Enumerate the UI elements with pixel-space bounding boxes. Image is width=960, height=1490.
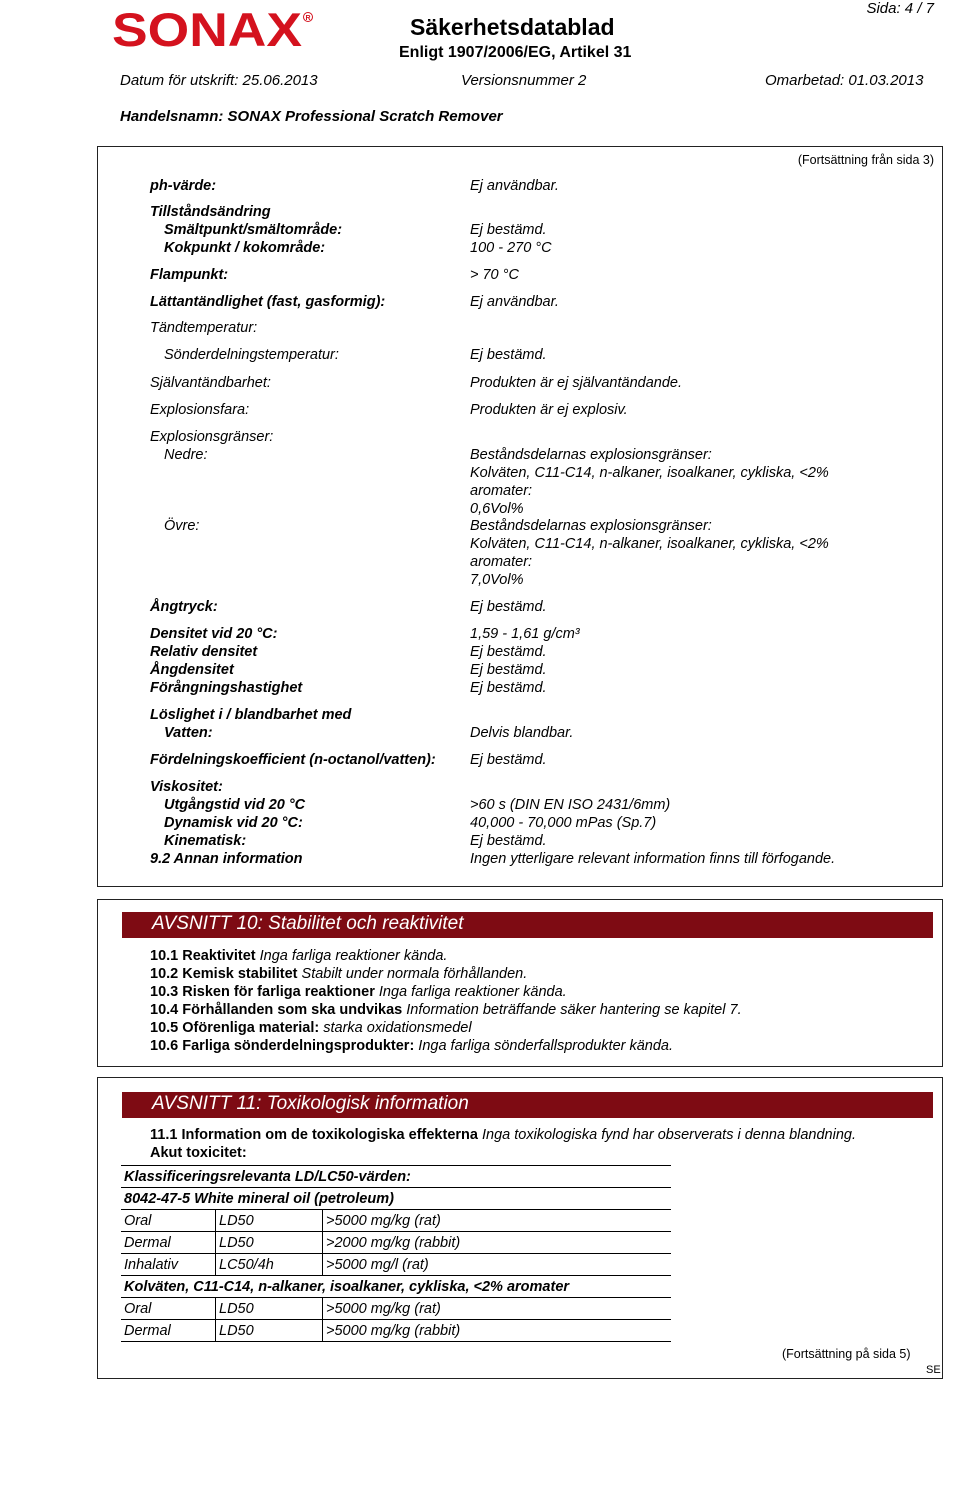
self-ignition-label: Självantändbarhet: [150, 375, 271, 391]
document-title: Säkerhetsdatablad [410, 14, 615, 40]
sonax-logo [112, 4, 322, 58]
other-info-value: Ingen ytterligare relevant information finns till förfogande. [470, 851, 836, 867]
ph-label: ph-värde: [150, 178, 217, 194]
upper-limit-line1: Beståndsdelarnas explosionsgränser: [470, 518, 712, 534]
document-subtitle: Enligt 1907/2006/EG, Artikel 31 [399, 44, 632, 61]
print-date: Datum för utskrift: 25.06.2013 [120, 72, 318, 89]
lower-limit-line3: aromater: [470, 483, 533, 499]
trade-name: Handelsnamn: SONAX Professional Scratch Remover [120, 108, 503, 125]
explosion-value: Produkten är ej explosiv. [470, 402, 628, 418]
toxicity-table-1 [121, 1165, 671, 1342]
boiling-value: 100 - 270 °C [470, 240, 552, 256]
decomposition-value: Ej bestämd. [470, 347, 547, 363]
flammability-value: Ej användbar. [470, 294, 559, 310]
conditions-avoid-line: 10.4 Förhållanden som ska undvikas Information beträffande säker hantering se kapitel 7. [150, 1002, 742, 1018]
table-row: Dermal LD50 >5000 mg/kg (rabbit) [121, 1320, 671, 1342]
lower-limit-line1: Beståndsdelarnas explosionsgränser: [470, 447, 712, 463]
stability-line: 10.2 Kemisk stabilitet Stabilt under normala förhållanden. [150, 966, 528, 982]
state-change-label: Tillståndsändring [150, 204, 271, 220]
continued-from: (Fortsättning från sida 3) [797, 153, 934, 167]
hazardous-reactions-line: 10.3 Risken för farliga reaktioner Inga farliga reaktioner kända. [150, 984, 567, 1000]
toxicology-info-line: 11.1 Information om de toxikologiska effekterna Inga toxikologiska fynd har observerats i denna blandning. [150, 1127, 857, 1143]
incompatible-materials-line: 10.5 Oförenliga material: starka oxidationsmedel [150, 1020, 472, 1036]
substance2-header: Kolväten, C11-C14, n-alkaner, isoalkaner, cykliska, <2% aromater [121, 1276, 671, 1298]
section11-title: AVSNITT 11: Toxikologisk information [152, 1093, 469, 1114]
dynamic-value: 40,000 - 70,000 mPas (Sp.7) [470, 815, 657, 831]
revised-date: Omarbetad: 01.03.2013 [765, 72, 924, 89]
vapour-density-value: Ej bestämd. [470, 662, 547, 678]
solubility-label: Löslighet i / blandbarhet med [150, 707, 352, 723]
ph-value: Ej användbar. [470, 178, 559, 194]
melting-label: Smältpunkt/smältområde: [164, 222, 343, 238]
evaporation-label: Förångningshastighet [150, 680, 303, 696]
water-value: Delvis blandbar. [470, 725, 574, 741]
relative-density-label: Relativ densitet [150, 644, 258, 660]
table-row: Oral LD50 >5000 mg/kg (rat) [121, 1298, 671, 1320]
version-number: Versionsnummer 2 [461, 72, 587, 89]
acute-toxicity-label: Akut toxicitet: [150, 1145, 247, 1161]
flow-time-label: Utgångstid vid 20 °C [164, 797, 306, 813]
evaporation-value: Ej bestämd. [470, 680, 547, 696]
density-label: Densitet vid 20 °C: [150, 626, 278, 642]
continued-on: (Fortsättning på sida 5) [782, 1347, 911, 1361]
section10-title: AVSNITT 10: Stabilitet och reaktivitet [152, 913, 464, 934]
melting-value: Ej bestämd. [470, 222, 547, 238]
partition-value: Ej bestämd. [470, 752, 547, 768]
self-ignition-value: Produkten är ej självantändande. [470, 375, 683, 391]
reactivity-line: 10.1 Reaktivitet Inga farliga reaktioner kända. [150, 948, 448, 964]
relative-density-value: Ej bestämd. [470, 644, 547, 660]
upper-limit-label: Övre: [164, 518, 200, 534]
vapour-density-label: Ångdensitet [150, 662, 234, 678]
flash-label: Flampunkt: [150, 267, 229, 283]
density-value: 1,59 - 1,61 g/cm³ [470, 626, 580, 642]
lower-limit-line4: 0,6Vol% [470, 501, 524, 517]
flammability-label: Lättantändlighet (fast, gasformig): [150, 294, 386, 310]
decomposition-label: Sönderdelningstemperatur: [164, 347, 339, 363]
partition-label: Fördelningskoefficient (n-octanol/vatten): [150, 752, 436, 768]
table-header-row [121, 1166, 671, 1188]
water-label: Vatten: [164, 725, 213, 741]
upper-limit-line4: 7,0Vol% [470, 572, 524, 588]
lower-limit-label: Nedre: [164, 447, 208, 463]
lower-limit-line2: Kolväten, C11-C14, n-alkaner, isoalkaner, cykliska, <2% [470, 465, 829, 481]
explosion-label: Explosionsfara: [150, 402, 250, 418]
classification-header: Klassificeringsrelevanta LD/LC50-värden: [121, 1166, 671, 1188]
substance1-header: 8042-47-5 White mineral oil (petroleum) [121, 1188, 671, 1210]
upper-limit-line2: Kolväten, C11-C14, n-alkaner, isoalkaner, cykliska, <2% [470, 536, 829, 552]
table-row: Inhalativ LC50/4h >5000 mg/l (rat) [121, 1254, 671, 1276]
svg-text:R: R [305, 15, 311, 22]
section10-header [122, 912, 933, 938]
table-row: Oral LD50 >5000 mg/kg (rat) [121, 1210, 671, 1232]
flow-time-value: >60 s (DIN EN ISO 2431/6mm) [470, 797, 671, 813]
vapour-pressure-value: Ej bestämd. [470, 599, 547, 615]
flash-value: > 70 °C [470, 267, 519, 283]
boiling-label: Kokpunkt / kokområde: [164, 240, 326, 256]
decomposition-products-line: 10.6 Farliga sönderdelningsprodukter: Inga farliga sönderfallsprodukter kända. [150, 1038, 674, 1054]
table-row: Dermal LD50 >2000 mg/kg (rabbit) [121, 1232, 671, 1254]
upper-limit-line3: aromater: [470, 554, 533, 570]
table-header-row [121, 1188, 671, 1210]
table-header-row [121, 1276, 671, 1298]
page-number: Sida: 4 / 7 [866, 0, 934, 17]
section11-header [122, 1092, 933, 1118]
country-code: SE [926, 1364, 941, 1376]
kinematic-label: Kinematisk: [164, 833, 247, 849]
logo-text: SONAX [112, 4, 302, 54]
dynamic-label: Dynamisk vid 20 °C: [164, 815, 303, 831]
vapour-pressure-label: Ångtryck: [150, 599, 218, 615]
ignition-label: Tändtemperatur: [150, 320, 258, 336]
kinematic-value: Ej bestämd. [470, 833, 547, 849]
explosion-limits-label: Explosionsgränser: [150, 429, 274, 445]
other-info-label: 9.2 Annan information [150, 851, 303, 867]
viscosity-label: Viskositet: [150, 779, 223, 795]
